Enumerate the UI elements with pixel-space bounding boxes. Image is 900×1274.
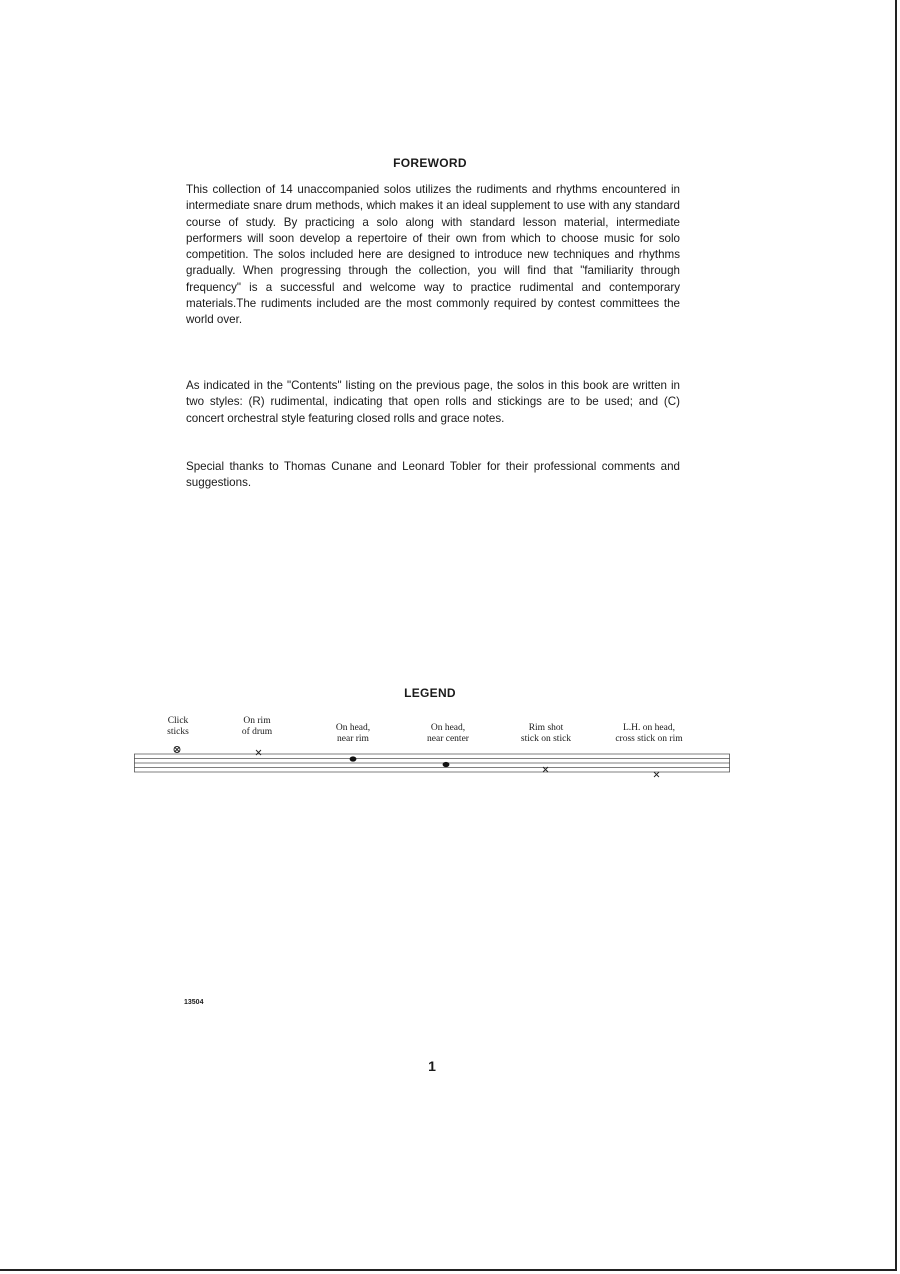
legend-label-head-near-rim: On head, near rim bbox=[335, 723, 371, 744]
catalog-number: 13504 bbox=[184, 999, 204, 1006]
legend-title: LEGEND bbox=[404, 686, 456, 700]
head-near-rim-note bbox=[350, 756, 357, 761]
legend-label-on-rim: On rim of drum bbox=[241, 716, 273, 737]
legend-label-head-near-center: On head, near center bbox=[427, 723, 469, 744]
foreword-paragraph-2: As indicated in the "Contents" listing on the previous page, the solos in this book are written in two styles: (R) rudimental, indicating that open rolls and stickings are to be used; and (C) concert orchestral style featuring closed rolls and grace notes. bbox=[186, 379, 680, 425]
legend-staff bbox=[134, 744, 734, 782]
cross-stick-x-symbol bbox=[654, 772, 659, 777]
foreword-paragraph-1: This collection of 14 unaccompanied solos utilizes the rudiments and rhythms encountered in intermediate snare drum methods, which makes it an ideal supplement to use with any standard course of study. By practicing a solo along with standard lesson material, intermediate performers will soon develop a repertoire of their own from which to choose music for solo competition. The solos included here are designed to introduce new techniques and rhythms gradually. When progressing through the collection, you will find that "familiarity through frequency" is a successful and welcome way to practice rudimental and contemporary materials.The rudiments included are the most commonly required by contest committees the world over. bbox=[186, 183, 680, 327]
legend-label-rim-shot: Rim shot stick on stick bbox=[520, 723, 572, 744]
staff-lines bbox=[134, 754, 730, 772]
head-near-center-note bbox=[443, 762, 450, 767]
page-number: 1 bbox=[428, 1058, 436, 1074]
legend-label-click-sticks: Click sticks bbox=[167, 716, 189, 737]
foreword-paragraph-3: Special thanks to Thomas Cunane and Leonard Tobler for their professional comments and suggestions. bbox=[186, 460, 680, 490]
legend-label-lh-cross-stick: L.H. on head, cross stick on rim bbox=[615, 723, 683, 744]
click-sticks-symbol bbox=[174, 747, 180, 753]
foreword-title: FOREWORD bbox=[393, 156, 467, 170]
